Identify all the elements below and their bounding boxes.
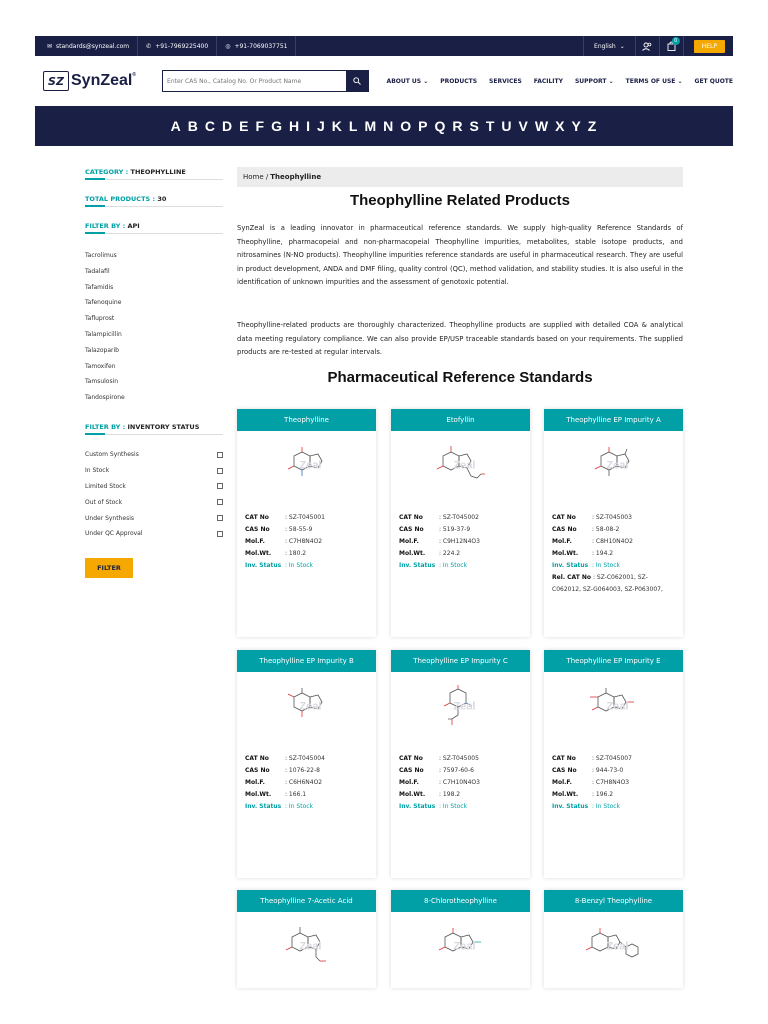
product-name[interactable]: Theophylline EP Impurity C [391, 650, 530, 672]
weight-value: : 224.2 [439, 550, 461, 558]
filter-inv-value: INVENTORY STATUS [127, 422, 200, 431]
cat-row [245, 752, 368, 764]
alphabet-letter[interactable]: A [170, 118, 182, 134]
status-checkbox[interactable] [217, 468, 223, 474]
product-card[interactable] [544, 650, 683, 878]
logo-registered: ® [132, 72, 137, 78]
inventory-status-list [85, 447, 223, 542]
cas-label: CAS No [552, 525, 577, 533]
formula-value: : C9H12N4O3 [439, 537, 480, 545]
status-checkbox[interactable] [217, 515, 223, 521]
cas-row [399, 764, 522, 776]
chevron-down-icon: ⌄ [619, 42, 625, 50]
formula-value: : C6H6N4O2 [285, 778, 323, 786]
category-label: CATEGORY : [85, 168, 129, 176]
menu-get-quote[interactable]: GET QUOTE [694, 77, 733, 85]
api-item[interactable]: Tafenoquine [85, 299, 122, 307]
formula-value: : C8H10N4O2 [592, 537, 633, 545]
alphabet-letter[interactable]: O [400, 118, 413, 134]
formula-label: Mol.F. [399, 778, 419, 786]
cas-row [399, 523, 522, 535]
help-button[interactable]: HELP [694, 40, 725, 53]
watermark: Zeal [299, 700, 322, 713]
filter-inv-label: FILTER BY : [85, 422, 126, 431]
watermark: Zeal [606, 459, 629, 472]
product-name[interactable]: 8-Chlorotheophylline [391, 890, 530, 912]
product-name[interactable]: Theophylline EP Impurity A [544, 409, 683, 431]
alphabet-letter[interactable]: B [187, 118, 199, 134]
alphabet-letter[interactable]: J [316, 118, 326, 134]
weight-value: : 194.2 [592, 550, 614, 558]
page-title: Theophylline Related Products [349, 192, 571, 209]
cas-label: CAS No [399, 525, 424, 533]
alphabet-filter-bar [35, 106, 733, 146]
whatsapp-icon: ◎ [225, 42, 231, 50]
inventory-row [245, 801, 368, 813]
alphabet-letter[interactable]: S [469, 118, 480, 134]
weight-value: : 196.2 [592, 791, 614, 799]
menu-products[interactable]: PRODUCTS [440, 77, 478, 85]
cat-label: CAT No [399, 513, 423, 521]
watermark: Zeal [453, 940, 476, 953]
formula-row [245, 776, 368, 788]
search-button[interactable] [346, 71, 368, 91]
product-card[interactable] [391, 890, 530, 988]
api-item[interactable]: Tadalafil [85, 267, 110, 275]
formula-row [245, 535, 368, 547]
weight-row [552, 548, 675, 560]
breadcrumb-home[interactable]: Home [243, 173, 264, 181]
status-label: In Stock [85, 467, 110, 475]
weight-label: Mol.Wt. [245, 550, 272, 558]
product-card[interactable] [237, 409, 376, 637]
weight-label: Mol.Wt. [552, 550, 579, 558]
related-cat-numbers [552, 572, 675, 596]
cat-value: : SZ-T045007 [592, 754, 632, 762]
related-cat-value: : SZ-C062001, SZ-C062012, SZ-G064003, SZ-P063007, [552, 573, 663, 594]
weight-row [245, 789, 368, 801]
inventory-row [245, 560, 368, 572]
status-label: Under Synthesis [85, 514, 134, 522]
cas-value: : 1076-22-8 [285, 766, 320, 774]
alphabet-letter[interactable]: V [518, 118, 529, 134]
formula-label: Mol.F. [245, 537, 265, 545]
cat-label: CAT No [552, 754, 576, 762]
product-card[interactable] [544, 409, 683, 637]
quality-paragraph: Theophylline-related products are thoroughly characterized. Theophylline products are supplied with detailed COA & analytical data meeting regulatory compliance. We can also provide EP/USP traceable standards based on your requirements. The supplied products are re-tested at regular intervals. [237, 321, 683, 357]
formula-row [552, 535, 675, 547]
cas-value: : 519-37-9 [439, 525, 471, 533]
alphabet-letter[interactable]: Y [571, 118, 582, 134]
cat-value: : SZ-T045005 [439, 754, 479, 762]
api-item[interactable]: Tamsulosin [85, 378, 119, 386]
product-name[interactable]: Theophylline [237, 409, 376, 431]
structure-image [391, 672, 530, 742]
weight-label: Mol.Wt. [399, 550, 426, 558]
breadcrumb-current: Theophylline [270, 173, 322, 181]
breadcrumb-separator: / [265, 173, 269, 181]
structure-image [237, 912, 376, 982]
watermark: Zeal [606, 940, 629, 953]
formula-row [552, 776, 675, 788]
alphabet-letter[interactable]: R [452, 118, 464, 134]
cas-value: : 58-08-2 [592, 525, 620, 533]
product-name[interactable]: Theophylline EP Impurity E [544, 650, 683, 672]
product-name[interactable]: 8-Benzyl Theophylline [544, 890, 683, 912]
weight-row [399, 548, 522, 560]
alphabet-letter[interactable]: L [348, 118, 359, 134]
formula-label: Mol.F. [552, 537, 572, 545]
menu-about-us[interactable]: ABOUT US ⌄ [386, 77, 429, 85]
cat-label: CAT No [245, 754, 269, 762]
cas-row [552, 523, 675, 535]
product-card[interactable] [544, 890, 683, 988]
inventory-label: Inv. Status [399, 562, 436, 570]
api-item[interactable]: Tandospirone [85, 394, 125, 402]
total-value: 30 [157, 195, 167, 203]
cat-label: CAT No [399, 754, 423, 762]
alphabet-letter[interactable]: G [271, 118, 283, 134]
alphabet-letter[interactable]: P [418, 118, 429, 134]
status-checkbox[interactable] [217, 452, 223, 458]
watermark: Zeal [606, 700, 629, 713]
api-list [85, 248, 223, 406]
cat-label: CAT No [245, 513, 269, 521]
status-label: Limited Stock [85, 482, 126, 490]
section-title: Pharmaceutical Reference Standards [327, 369, 593, 386]
inventory-value: : In Stock [439, 562, 468, 570]
alphabet-letter[interactable]: I [306, 118, 311, 134]
structure-image [237, 431, 376, 501]
cat-label: CAT No [552, 513, 576, 521]
users-icon [642, 42, 652, 51]
search-icon [353, 77, 361, 85]
api-item[interactable]: Tafamidis [85, 283, 114, 291]
product-props [237, 742, 376, 813]
alphabet-letter[interactable]: K [331, 118, 343, 134]
intro-paragraph: SynZeal is a leading innovator in pharmaceutical reference standards. We supply high-quality Reference Standards of Theophylline, pharmacopeial and non-pharmacopeial Theophylline impurities, metabolites, stable isotope products, and nitrosamines (N-NO products). Theophylline impurities reference standards are useful in pharmaceutical research. They are useful in product development, ANDA and DMF filing, quality control (QC), method validation, and stability studies. It is also useful in the identification of unknown impurities and the assessment of genotoxic potential. [237, 224, 683, 287]
api-item[interactable]: Tafluprost [85, 315, 115, 323]
logo-text [71, 72, 136, 90]
inventory-value: : In Stock [285, 562, 314, 570]
inventory-label: Inv. Status [552, 562, 589, 570]
phone-icon: ✆ [146, 42, 152, 50]
weight-label: Mol.Wt. [552, 791, 579, 799]
watermark: Zeal [453, 459, 476, 472]
search-input[interactable] [163, 71, 346, 91]
phone-text: +91-7969225400 [155, 42, 209, 50]
cat-value: : SZ-T045003 [592, 513, 632, 521]
status-option[interactable] [85, 447, 223, 463]
status-label: Under QC Approval [85, 530, 143, 538]
structure-image [391, 431, 530, 501]
weight-value: : 166.1 [285, 791, 307, 799]
cat-value: : SZ-T045001 [285, 513, 325, 521]
cas-row [245, 523, 368, 535]
cas-value: : 944-73-0 [592, 766, 624, 774]
cat-row [399, 752, 522, 764]
alphabet-letter[interactable]: H [288, 118, 301, 134]
filter-api-heading [85, 219, 223, 234]
cas-label: CAS No [552, 766, 577, 774]
formula-row [399, 776, 522, 788]
inventory-label: Inv. Status [399, 803, 436, 811]
status-option[interactable] [85, 526, 223, 542]
watermark: Zeal [299, 459, 322, 472]
language-label: English [594, 42, 616, 50]
product-props [391, 501, 530, 572]
api-item[interactable]: Talazoparib [85, 346, 119, 354]
cat-row [399, 511, 522, 523]
category-heading [85, 165, 223, 180]
filter-sidebar [85, 165, 223, 578]
status-label: Out of Stock [85, 498, 123, 506]
weight-value: : 198.2 [439, 791, 461, 799]
inventory-value: : In Stock [439, 803, 468, 811]
category-value: THEOPHYLLINE [130, 168, 186, 176]
product-props [391, 742, 530, 813]
product-name[interactable]: Theophylline EP Impurity B [237, 650, 376, 672]
api-item[interactable]: Tamoxifen [85, 362, 116, 370]
alphabet-letter[interactable]: E [239, 118, 250, 134]
search-bar [162, 70, 369, 92]
cas-row [245, 764, 368, 776]
alphabet-letter[interactable]: F [255, 118, 266, 134]
language-select[interactable] [583, 36, 636, 56]
alphabet-letter[interactable]: W [534, 118, 550, 134]
cas-label: CAS No [245, 525, 270, 533]
main-header [35, 56, 733, 106]
related-cat-label: Rel. CAT No [552, 573, 592, 581]
product-card[interactable] [391, 409, 530, 637]
structure-image [544, 431, 683, 501]
alphabet-letter[interactable]: M [364, 118, 378, 134]
watermark: Zeal [299, 940, 322, 953]
email-contact[interactable] [43, 36, 138, 56]
alphabet-letter[interactable]: D [222, 118, 234, 134]
alphabet-letter[interactable]: Z [587, 118, 598, 134]
alphabet-letter[interactable]: Q [434, 118, 447, 134]
logo-mark: SZ [43, 71, 69, 91]
formula-label: Mol.F. [552, 778, 572, 786]
formula-label: Mol.F. [245, 778, 265, 786]
status-label: Custom Synthesis [85, 451, 139, 459]
watermark: Zeal [453, 700, 476, 713]
cas-label: CAS No [399, 766, 424, 774]
product-card[interactable] [237, 890, 376, 988]
whatsapp-text: +91-7069037751 [234, 42, 288, 50]
product-name[interactable]: Theophylline 7-Acetic Acid [237, 890, 376, 912]
weight-label: Mol.Wt. [399, 791, 426, 799]
total-label: TOTAL PRODUCTS : [85, 195, 156, 203]
api-item[interactable]: Tacrolimus [85, 252, 117, 259]
formula-row [399, 535, 522, 547]
envelope-icon: ✉ [47, 42, 53, 50]
inventory-row [399, 801, 522, 813]
filter-api-label: FILTER BY : [85, 222, 126, 230]
filter-inventory-heading [85, 420, 223, 435]
inventory-row [552, 801, 675, 813]
weight-row [245, 548, 368, 560]
formula-value: : C7H10N4O3 [439, 778, 480, 786]
whatsapp-contact[interactable] [217, 36, 296, 56]
user-account-button[interactable] [636, 36, 660, 56]
weight-row [552, 789, 675, 801]
cat-row [552, 752, 675, 764]
product-props [544, 501, 683, 596]
cat-row [552, 511, 675, 523]
cat-row [245, 511, 368, 523]
inventory-label: Inv. Status [552, 803, 589, 811]
product-card[interactable] [237, 650, 376, 878]
inventory-label: Inv. Status [245, 803, 282, 811]
phone-contact[interactable] [138, 36, 217, 56]
inventory-row [399, 560, 522, 572]
cas-label: CAS No [245, 766, 270, 774]
inventory-value: : In Stock [592, 562, 621, 570]
product-name[interactable]: Etofyllin [391, 409, 530, 431]
cart-button[interactable] [660, 36, 684, 56]
alphabet-letter[interactable]: N [383, 118, 395, 134]
cat-value: : SZ-T045004 [285, 754, 325, 762]
cas-value: : 58-55-9 [285, 525, 313, 533]
main-menu [387, 78, 733, 85]
status-option[interactable] [85, 510, 223, 526]
weight-row [399, 789, 522, 801]
formula-label: Mol.F. [399, 537, 419, 545]
menu-support[interactable]: SUPPORT ⌄ [574, 77, 614, 85]
product-card[interactable] [391, 650, 530, 878]
menu-facility[interactable]: FACILITY [533, 77, 563, 85]
structure-image [391, 912, 530, 982]
logo-name: SynZeal [71, 72, 133, 89]
status-option[interactable] [85, 463, 223, 479]
cas-row [552, 764, 675, 776]
menu-terms-of-use[interactable]: TERMS OF USE ⌄ [625, 77, 683, 85]
structure-image [544, 912, 683, 982]
product-props [544, 742, 683, 813]
status-option[interactable] [85, 494, 223, 510]
filter-button[interactable]: FILTER [85, 558, 133, 578]
api-item[interactable]: Talampicillin [85, 330, 122, 338]
status-checkbox[interactable] [217, 531, 223, 537]
cas-value: : 7597-60-6 [439, 766, 474, 774]
total-products-heading [85, 192, 223, 207]
top-contact-bar [35, 36, 733, 56]
cart-count-badge: 0 [672, 37, 680, 45]
inventory-value: : In Stock [592, 803, 621, 811]
formula-value: : C7H8N4O3 [592, 778, 630, 786]
status-checkbox[interactable] [217, 483, 223, 489]
inventory-label: Inv. Status [245, 562, 282, 570]
synzeal-logo[interactable] [43, 71, 136, 91]
structure-image [237, 672, 376, 742]
menu-services[interactable]: SERVICES [489, 77, 522, 85]
status-option[interactable] [85, 479, 223, 495]
alphabet-letter[interactable]: T [485, 118, 496, 134]
product-props [237, 501, 376, 572]
alphabet-letter[interactable]: X [555, 118, 566, 134]
filter-api-value: API [127, 222, 140, 230]
email-text: standards@synzeal.com [56, 42, 130, 50]
weight-label: Mol.Wt. [245, 791, 272, 799]
alphabet-letter[interactable]: U [501, 118, 513, 134]
cat-value: : SZ-T045002 [439, 513, 479, 521]
alphabet-letter[interactable]: C [204, 118, 217, 134]
breadcrumb [237, 167, 683, 187]
formula-value: : C7H8N4O2 [285, 537, 323, 545]
structure-image [544, 672, 683, 742]
status-checkbox[interactable] [217, 499, 223, 505]
weight-value: : 180.2 [285, 550, 307, 558]
inventory-row [552, 560, 675, 572]
inventory-value: : In Stock [285, 803, 314, 811]
